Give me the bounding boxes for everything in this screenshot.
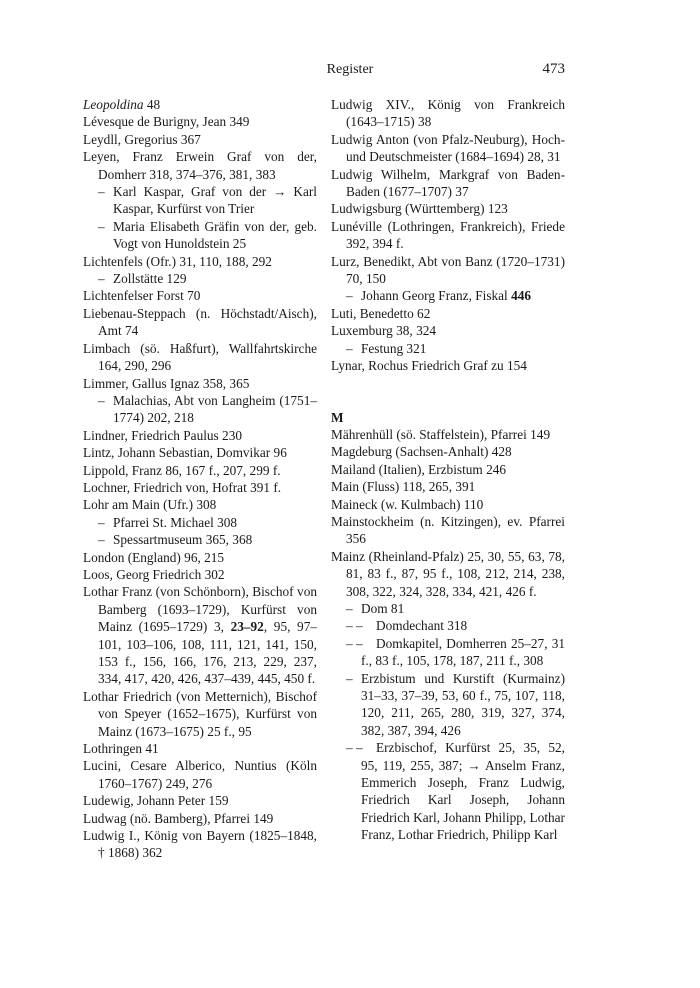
entry-text: Lichtenfelser Forst 70 [83, 288, 201, 304]
entry-text: Ludwig Wilhelm, Markgraf von Baden-Baden (1677–1707) 37 [331, 166, 565, 200]
sub-entry-dash: – [346, 670, 353, 686]
index-entry [83, 462, 317, 479]
index-entry [331, 287, 565, 304]
index-entry [331, 670, 565, 740]
entry-text: Ludwig I., König von Bayern (1825–1848, † 1868) 362 [83, 828, 317, 861]
index-entry [83, 287, 317, 304]
index-entry [331, 513, 565, 548]
index-entry [83, 531, 317, 548]
index-entry [83, 253, 317, 270]
entry-text: Maria Elisabeth Gräfin von der, geb. Vogt von Hunoldstein 25 [113, 218, 317, 252]
entry-text: Magdeburg (Sachsen-Anhalt) 428 [331, 444, 512, 460]
index-entry [331, 617, 565, 634]
sub-entry-dash: – – [346, 635, 363, 651]
index-entry [83, 496, 317, 513]
entry-text: Festung 321 [361, 340, 427, 356]
index-entry [331, 496, 565, 513]
index-entry [83, 392, 317, 427]
sub-entry-dash: – [98, 532, 105, 548]
entry-text: Lunéville (Lothringen, Frankreich), Friede 392, 394 f. [331, 218, 565, 252]
index-entry [83, 183, 317, 218]
index-entry [331, 461, 565, 478]
index-entries-m [331, 426, 565, 844]
sub-entry-dash: – – [346, 740, 363, 756]
entry-text: Lintz, Johann Sebastian, Domvikar 96 [83, 445, 287, 461]
index-entry [331, 426, 565, 443]
entry-text: Domdechant 318 [376, 618, 468, 634]
index-entry [83, 566, 317, 583]
entry-text: Spessartmuseum 365, 368 [113, 532, 253, 548]
sub-entry-dash: – [98, 392, 105, 408]
index-entry [331, 739, 565, 843]
entry-text: Lucini, Cesare Alberico, Nuntius (Köln 1760–1767) 249, 276 [83, 758, 317, 791]
entry-text: Zollstätte 129 [113, 271, 187, 287]
index-entry [83, 427, 317, 444]
entry-text: Mailand (Italien), Erzbistum 246 [331, 461, 507, 477]
index-entry [331, 96, 565, 131]
entry-text: Erzbischof, Kurfürst 25, 35, 52, 95, 119, 255, 387; → Anselm Franz, Emmerich Joseph, Franz Ludwig, Friedrich Karl Joseph, Johann Friedrich Karl, Johann Philipp, Lothar Franz, Lothar Friedrich, Philipp Karl [361, 740, 565, 843]
index-entry [83, 740, 317, 757]
entry-text: Lichtenfels (Ofr.) 31, 110, 188, 292 [83, 253, 272, 269]
entry-text: Ludewig, Johann Peter 159 [83, 793, 229, 809]
index-entry [83, 113, 317, 130]
entry-text: Limbach (sö. Haßfurt), Wallfahrtskirche 164, 290, 296 [83, 340, 317, 374]
index-entry [83, 96, 317, 113]
entry-text: Lippold, Franz 86, 167 f., 207, 299 f. [83, 462, 281, 478]
entry-text: Leydll, Gregorius 367 [83, 131, 201, 147]
index-entries-l-continued [331, 96, 565, 375]
entry-italic-term: Leopoldina [83, 97, 144, 112]
entry-bold-page-ref: 446 [511, 288, 532, 304]
entry-bold-page-ref: 23–92 [230, 619, 264, 635]
index-entry [331, 305, 565, 322]
entry-text: Ludwig Anton (von Pfalz-Neuburg), Hoch- und Deutschmeister (1684–1694) 28, 31 [331, 131, 565, 165]
index-entry [331, 478, 565, 495]
index-entry [331, 635, 565, 670]
entry-text: Liebenau-Steppach (n. Höchstadt/Aisch), Amt 74 [83, 305, 317, 339]
entry-text: Ludwag (nö. Bamberg), Pfarrei 149 [83, 810, 274, 826]
entry-text: Lurz, Benedikt, Abt von Banz (1720–1731) 70, 150 [331, 253, 565, 287]
entry-text: Loos, Georg Friedrich 302 [83, 566, 225, 582]
index-entry [331, 443, 565, 460]
entry-text: Lindner, Friedrich Paulus 230 [83, 427, 243, 443]
index-entry [83, 148, 317, 183]
running-header-title: Register [326, 62, 374, 77]
index-entry [83, 810, 317, 827]
entry-text: Lohr am Main (Ufr.) 308 [83, 497, 217, 513]
index-entry [83, 131, 317, 148]
entry-text: 48 [143, 97, 161, 112]
index-entry [331, 131, 565, 166]
index-entry [331, 357, 565, 374]
entry-text: Erzbistum und Kurstift (Kurmainz) 31–33, 37–39, 53, 60 f., 75, 107, 118, 120, 211, 265, 280, 319, 327, 374, 382, 387, 394, 426 [361, 670, 565, 738]
entry-text: Leyen, Franz Erwein Graf von der, Domherr 318, 374–376, 381, 383 [83, 149, 317, 182]
entry-text: Luti, Benedetto 62 [331, 305, 431, 321]
index-entry [83, 305, 317, 340]
entry-text: Lothar Friedrich (von Metternich), Bischof von Speyer (1652–1675), Kurfürst von Mainz (1673–1675) 25 f., 95 [83, 688, 317, 739]
entry-text: Main (Fluss) 118, 265, 391 [331, 479, 476, 495]
entry-text: Luxemburg 38, 324 [331, 323, 437, 339]
index-entry [83, 827, 317, 862]
entry-text: Johann Georg Franz, Fiskal [361, 288, 512, 304]
index-column-right [331, 96, 565, 844]
index-entry [83, 549, 317, 566]
index-entry [83, 688, 317, 740]
index-entry [331, 322, 565, 339]
index-entry [331, 218, 565, 253]
entry-text: Maineck (w. Kulmbach) 110 [331, 496, 484, 512]
index-entry [83, 757, 317, 792]
entry-text: Malachias, Abt von Langheim (1751–1774) 202, 218 [113, 392, 317, 426]
entry-text: Mainz (Rheinland-Pfalz) 25, 30, 55, 63, 78, 81, 83 f., 87, 95 f., 108, 212, 214, 238, 308, 322, 324, 328, 334, 421, 426 f. [331, 548, 565, 599]
entry-text: Pfarrei St. Michael 308 [113, 514, 238, 530]
index-entry [83, 583, 317, 687]
entry-text-continued: , 95, 97–101, 103–106, 108, 111, 121, 141, 150, 153 f., 156, 166, 176, 213, 229, 237, 334, 417, 420, 426, 437–439, 445, 450 f. [98, 619, 318, 687]
sub-entry-dash: – [346, 340, 353, 356]
section-letter-heading: M [331, 409, 344, 425]
entry-text: Mainstockheim (n. Kitzingen), ev. Pfarrei 356 [331, 513, 565, 547]
entry-text: Karl Kaspar, Graf von der → Karl Kaspar, Kurfürst von Trier [113, 184, 317, 217]
entry-text: Ludwig XIV., König von Frankreich (1643–1715) 38 [331, 97, 565, 130]
index-entry [331, 166, 565, 201]
entry-text: Lynar, Rochus Friedrich Graf zu 154 [331, 358, 527, 374]
entry-text: Lothar Franz (von Schönborn), Bischof von Bamberg (1693–1729), Kurfürst von Mainz (1695–1729) 3, [83, 584, 317, 635]
index-entry [83, 792, 317, 809]
entry-text: London (England) 96, 215 [83, 549, 225, 565]
index-entry [83, 375, 317, 392]
index-column-left [83, 96, 317, 862]
sub-entry-dash: – [346, 288, 353, 304]
index-entry [83, 479, 317, 496]
sub-entry-dash: – [98, 271, 105, 287]
index-entry [331, 548, 565, 600]
index-entry [83, 270, 317, 287]
sub-entry-dash: – [98, 184, 105, 200]
entry-text: Lévesque de Burigny, Jean 349 [83, 114, 250, 130]
index-entry [331, 340, 565, 357]
entry-text: Mährenhüll (sö. Staffelstein), Pfarrei 149 [331, 426, 551, 442]
sub-entry-dash: – [346, 600, 353, 616]
section-gap [331, 375, 565, 409]
entry-text: Lothringen 41 [83, 741, 159, 757]
sub-entry-dash: – [98, 514, 105, 530]
index-entry [331, 253, 565, 288]
entry-text: Lochner, Friedrich von, Hofrat 391 f. [83, 479, 282, 495]
page-number: 473 [542, 61, 565, 77]
entry-text: Limmer, Gallus Ignaz 358, 365 [83, 375, 250, 391]
sub-entry-dash: – [98, 218, 105, 234]
entry-text: Ludwigsburg (Württemberg) 123 [331, 201, 508, 217]
index-entry [331, 600, 565, 617]
index-entry [83, 444, 317, 461]
index-entry [83, 218, 317, 253]
index-entry [331, 200, 565, 217]
entry-text: Dom 81 [361, 600, 405, 616]
sub-entry-dash: – – [346, 618, 363, 634]
index-entry [83, 340, 317, 375]
entry-text: Domkapitel, Domherren 25–27, 31 f., 83 f., 105, 178, 187, 211 f., 308 [361, 635, 565, 669]
index-entry [83, 514, 317, 531]
